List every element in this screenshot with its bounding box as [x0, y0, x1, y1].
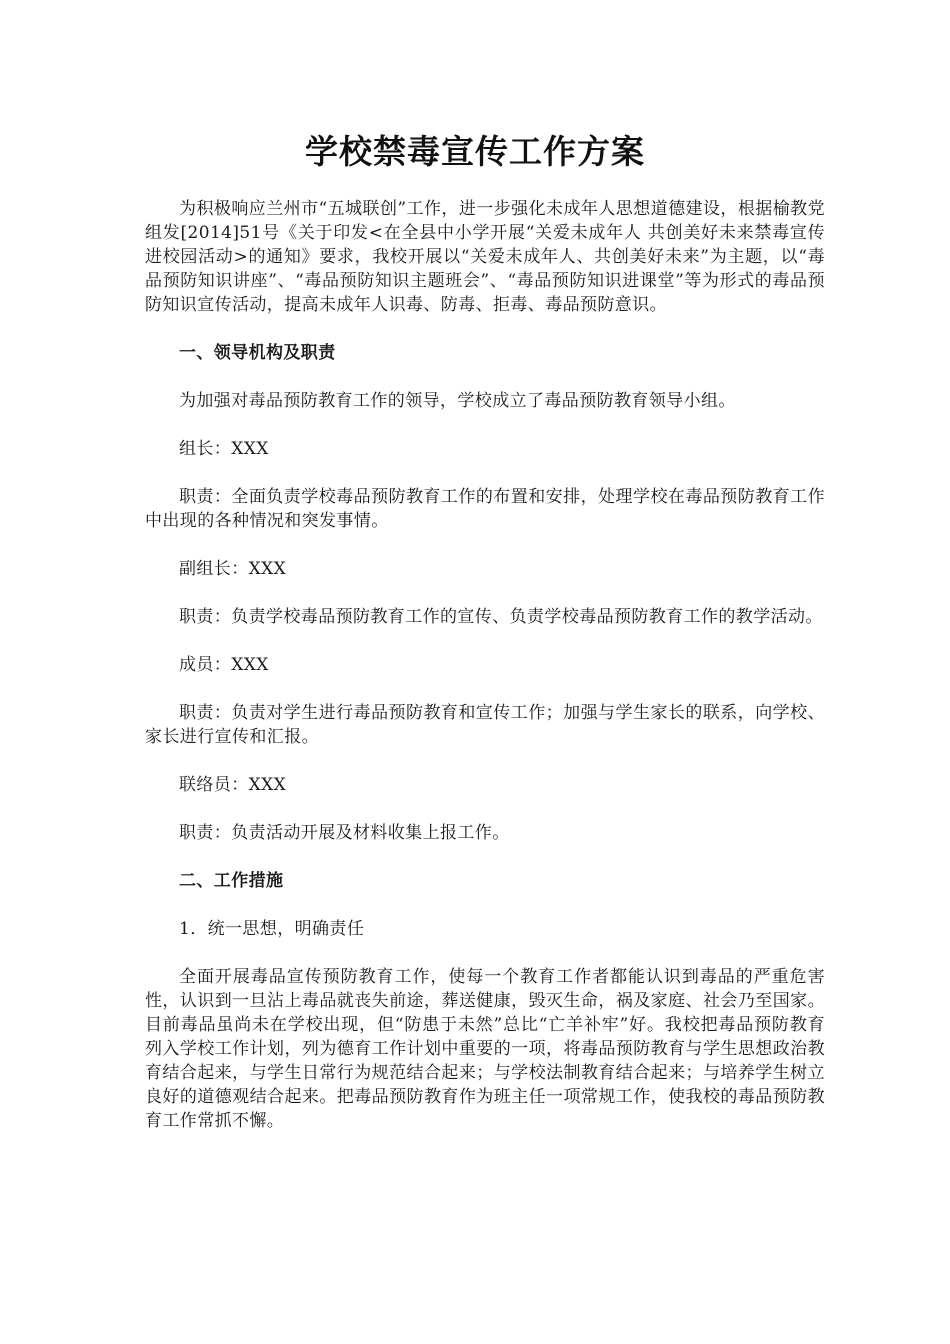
intro-paragraph: 为积极响应兰州市“五城联创”工作，进一步强化未成年人思想道德建设，根据榆教党组发[2014]51号《关于印发<在全县中小学开展“关爱未成年人 共创美好未来禁毒宣传进校园活动>的通知》要求，我校开展以“关爱未成年人、共创美好未来”为主题，以“毒品预防知识讲座”、“毒品预防知识主题班会”、“毒品预防知识进课堂”等为形式的毒品预防知识宣传活动，提高未成年人识毒、防毒、拒毒、毒品预防意识。 [145, 199, 825, 315]
liaison-line: 联络员：XXX [179, 775, 287, 795]
liaison-duty-paragraph: 职责：负责活动开展及材料收集上报工作。 [179, 823, 510, 843]
section-heading-leadership: 一、领导机构及职责 [179, 343, 336, 363]
deputy-leader-line: 副组长：XXX [179, 559, 287, 579]
measures-paragraph: 全面开展毒品宣传预防教育工作，使每一个教育工作者都能认识到毒品的严重危害性，认识到一旦沾上毒品就丧失前途，葬送健康，毁灭生命，祸及家庭、社会乃至国家。目前毒品虽尚未在学校出现，但“防患于未然”总比“亡羊补牢”好。我校把毒品预防教育列入学校工作计划，列为德育工作计划中重要的一项，将毒品预防教育与学生思想政治教育结合起来，与学生日常行为规范结合起来；与学校法制教育结合起来；与培养学生树立良好的道德观结合起来。把毒品预防教育作为班主任一项常规工作，使我校的毒品预防教育工作常抓不懈。 [145, 967, 825, 1131]
leadership-intro-paragraph: 为加强对毒品预防教育工作的领导，学校成立了毒品预防教育领导小组。 [179, 391, 736, 411]
deputy-duty-paragraph: 职责：负责学校毒品预防教育工作的宣传、负责学校毒品预防教育工作的教学活动。 [179, 607, 823, 627]
members-line: 成员：XXX [179, 655, 269, 675]
section-heading-measures: 二、工作措施 [179, 871, 284, 891]
leader-line: 组长：XXX [179, 439, 269, 459]
document-title: 学校禁毒宣传工作方案 [305, 132, 645, 171]
subheading-unify-thinking: 1．统一思想，明确责任 [179, 919, 365, 939]
document-body [145, 197, 825, 1157]
members-duty-paragraph: 职责：负责对学生进行毒品预防教育和宣传工作；加强与学生家长的联系，向学校、家长进行宣传和汇报。 [145, 703, 825, 747]
leader-duty-paragraph: 职责：全面负责学校毒品预防教育工作的布置和安排，处理学校在毒品预防教育工作中出现的各种情况和突发事情。 [145, 487, 825, 531]
